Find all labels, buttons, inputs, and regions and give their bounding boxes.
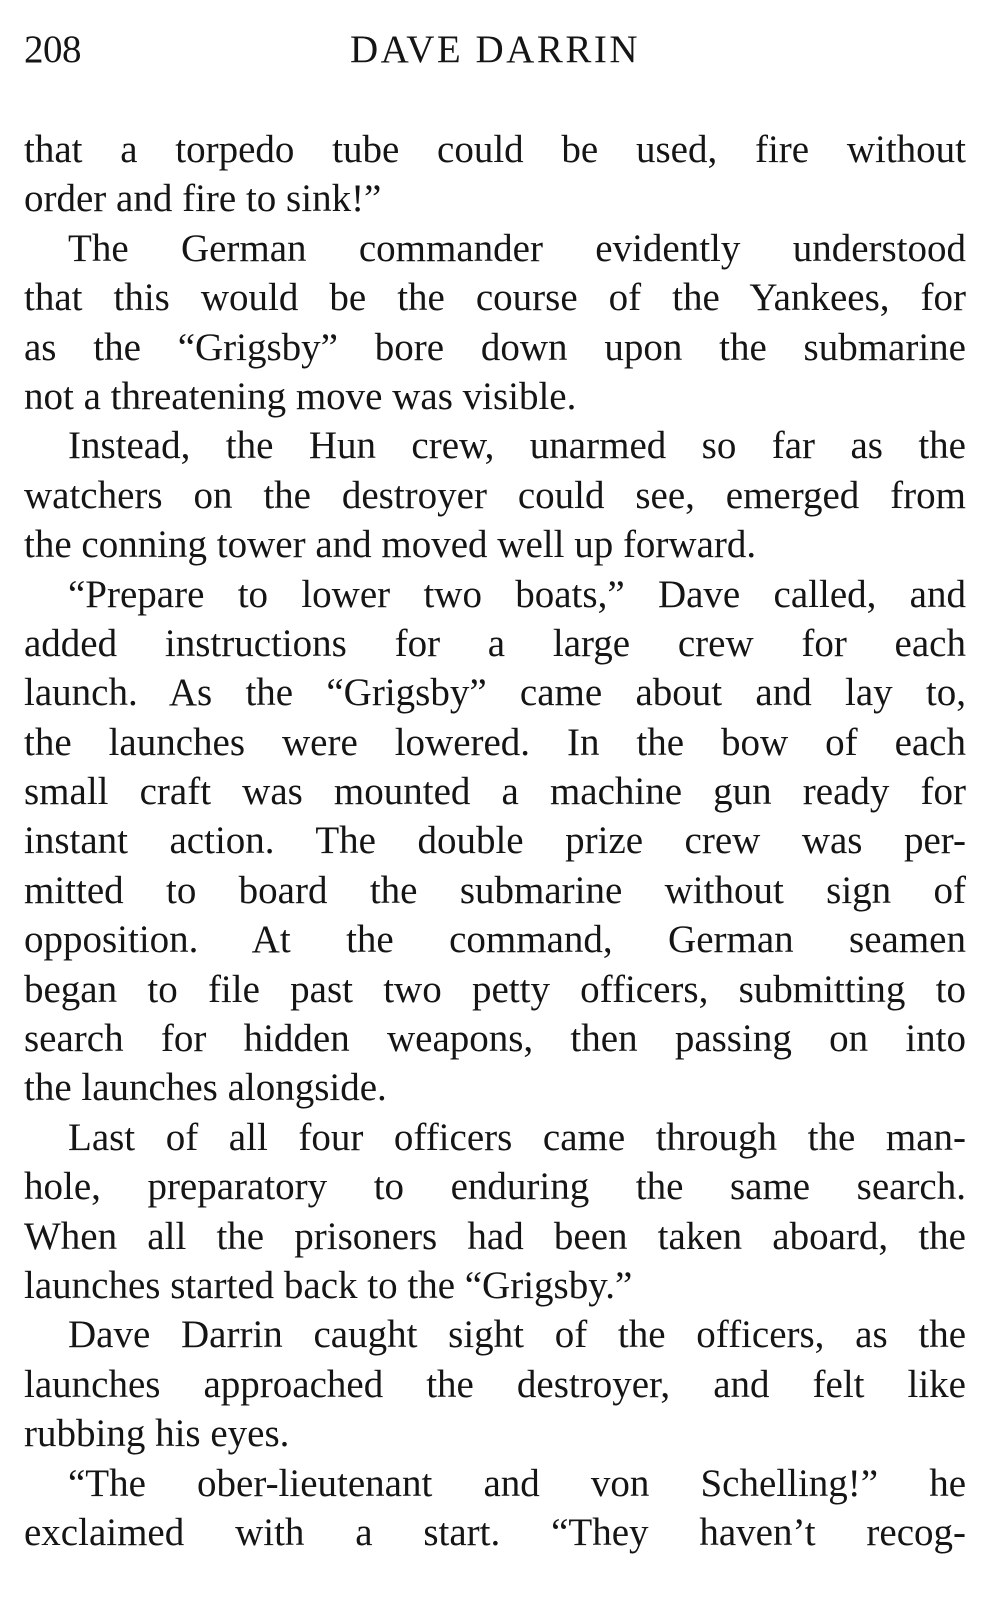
text-line: that a torpedo tube could be used, fire without xyxy=(24,128,966,171)
text-line: order and fire to sink!” xyxy=(24,177,382,221)
text-line: The German commander evidently understood xyxy=(68,226,966,270)
text-line: watchers on the destroyer could see, emerged from xyxy=(24,473,966,517)
text-line: search for hidden weapons, then passing on into xyxy=(24,1017,966,1061)
text-line: instant action. The double prize crew was per- xyxy=(24,819,966,863)
text-line: “The ober-lieutenant and von Schelling!” he xyxy=(68,1461,966,1505)
text-line: opposition. At the command, German seamen xyxy=(24,918,966,962)
text-line: launches started back to the “Grigsby.” xyxy=(24,1263,633,1307)
text-line: hole, preparatory to enduring the same search. xyxy=(24,1165,966,1209)
text-line: not a threatening move was visible. xyxy=(24,374,577,418)
text-line: Last of all four officers came through the man- xyxy=(68,1115,966,1159)
text-line: the conning tower and moved well up forward. xyxy=(24,523,757,567)
page-number: 208 xyxy=(24,28,81,71)
text-line: began to file past two petty officers, submitting to xyxy=(24,967,966,1011)
text-line: small craft was mounted a machine gun ready for xyxy=(24,770,966,814)
running-head: DAVE DARRIN xyxy=(349,28,641,71)
text-line: launches approached the destroyer, and felt like xyxy=(24,1362,966,1406)
text-line: launch. As the “Grigsby” came about and lay to, xyxy=(24,671,966,715)
text-line: Dave Darrin caught sight of the officers, as the xyxy=(68,1313,966,1357)
text-line: mitted to board the submarine without sign of xyxy=(24,868,966,912)
text-line: “Prepare to lower two boats,” Dave called, and xyxy=(68,572,966,616)
text-line: as the “Grigsby” bore down upon the submarine xyxy=(24,325,966,369)
text-line: When all the prisoners had been taken aboard, the xyxy=(24,1214,966,1258)
text-line: added instructions for a large crew for each xyxy=(24,621,966,665)
text-line: Instead, the Hun crew, unarmed so far as the xyxy=(68,424,966,468)
text-line: exclaimed with a start. “They haven’t recog- xyxy=(24,1510,966,1554)
text-line: that this would be the course of the Yankees, for xyxy=(24,276,966,320)
body-text xyxy=(24,125,966,1557)
text-line: rubbing his eyes. xyxy=(24,1412,290,1456)
text-line: the launches were lowered. In the bow of each xyxy=(24,720,966,764)
text-line: the launches alongside. xyxy=(24,1066,387,1110)
page-header xyxy=(24,20,966,80)
